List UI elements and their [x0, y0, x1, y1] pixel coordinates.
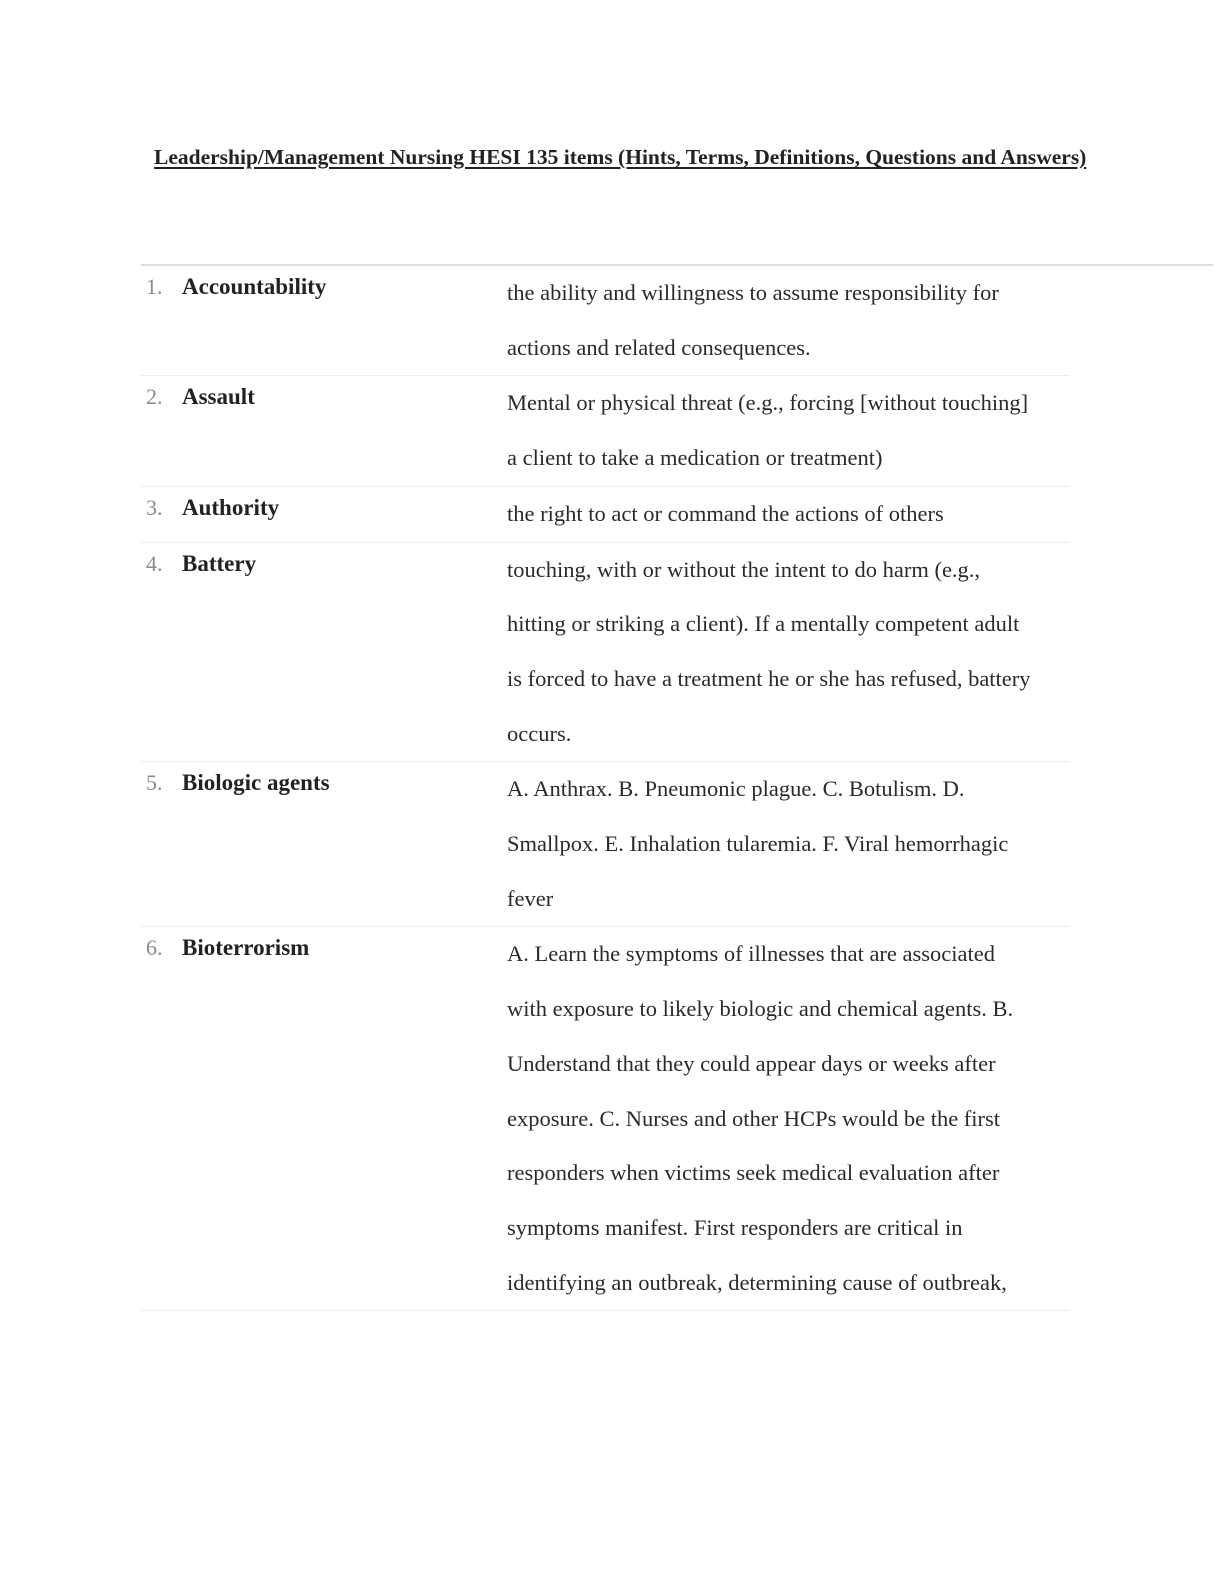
entry-term: Assault	[182, 384, 255, 410]
entry-definition	[507, 927, 1067, 1310]
definition-line: A. Learn the symptoms of illnesses that are associated	[507, 941, 995, 967]
entry-number: 3.	[146, 494, 163, 520]
entry-number: 4.	[146, 550, 163, 576]
entry-term: Bioterrorism	[182, 935, 310, 961]
entry-number: 1.	[146, 274, 163, 299]
entry-number: 2.	[146, 384, 163, 410]
entry-term: Authority	[182, 494, 280, 520]
entry-number: 5.	[146, 770, 163, 796]
entry-number: 6.	[146, 935, 163, 961]
definition-line: occurs.	[507, 720, 572, 746]
definition-line: Smallpox. E. Inhalation tularemia. F. Viral hemorrhagic	[507, 831, 1009, 857]
entry-term: Accountability	[182, 274, 327, 299]
definition-line: the right to act or command the actions of others	[507, 500, 944, 526]
glossary-entry-biologic-agents	[141, 762, 1070, 927]
definition-line: exposure. C. Nurses and other HCPs would be the first	[507, 1105, 1001, 1131]
entry-definition	[507, 543, 1067, 762]
definition-line: actions and related consequences.	[507, 334, 811, 360]
glossary-entry-authority	[141, 487, 1070, 543]
definition-line: identifying an outbreak, determining cause of outbreak,	[507, 1269, 1007, 1295]
definition-line: is forced to have a treatment he or she has refused, battery	[507, 665, 1031, 691]
definition-line: A. Anthrax. B. Pneumonic plague. C. Botulism. D.	[507, 776, 965, 802]
entry-definition	[507, 487, 1067, 542]
glossary-entry-accountability	[141, 266, 1070, 376]
glossary-table	[141, 266, 1070, 1311]
definition-line: a client to take a medication or treatment)	[507, 445, 883, 471]
definition-line: fever	[507, 885, 554, 911]
entry-definition	[507, 266, 1067, 375]
definition-line: responders when victims seek medical evaluation after	[507, 1160, 1000, 1186]
definition-line: hitting or striking a client). If a mentally competent adult	[507, 611, 1020, 637]
document-title: Leadership/Management Nursing HESI 135 items (Hints, Terms, Definitions, Questions and Answers)	[154, 145, 1087, 169]
definition-line: Mental or physical threat (e.g., forcing [without touching]	[507, 390, 1029, 416]
glossary-entry-bioterrorism	[141, 927, 1070, 1311]
definition-line: touching, with or without the intent to do harm (e.g.,	[507, 556, 981, 582]
entry-term: Biologic agents	[182, 770, 330, 796]
entry-definition	[507, 376, 1067, 485]
definition-line: with exposure to likely biologic and chemical agents. B.	[507, 996, 1014, 1022]
entry-term: Battery	[182, 550, 257, 576]
glossary-entry-assault	[141, 376, 1070, 486]
definition-line: symptoms manifest. First responders are critical in	[507, 1214, 963, 1240]
glossary-entry-battery	[141, 543, 1070, 763]
definition-line: the ability and willingness to assume responsibility for	[507, 280, 999, 305]
entry-definition	[507, 762, 1067, 926]
definition-line: Understand that they could appear days or weeks after	[507, 1050, 996, 1076]
